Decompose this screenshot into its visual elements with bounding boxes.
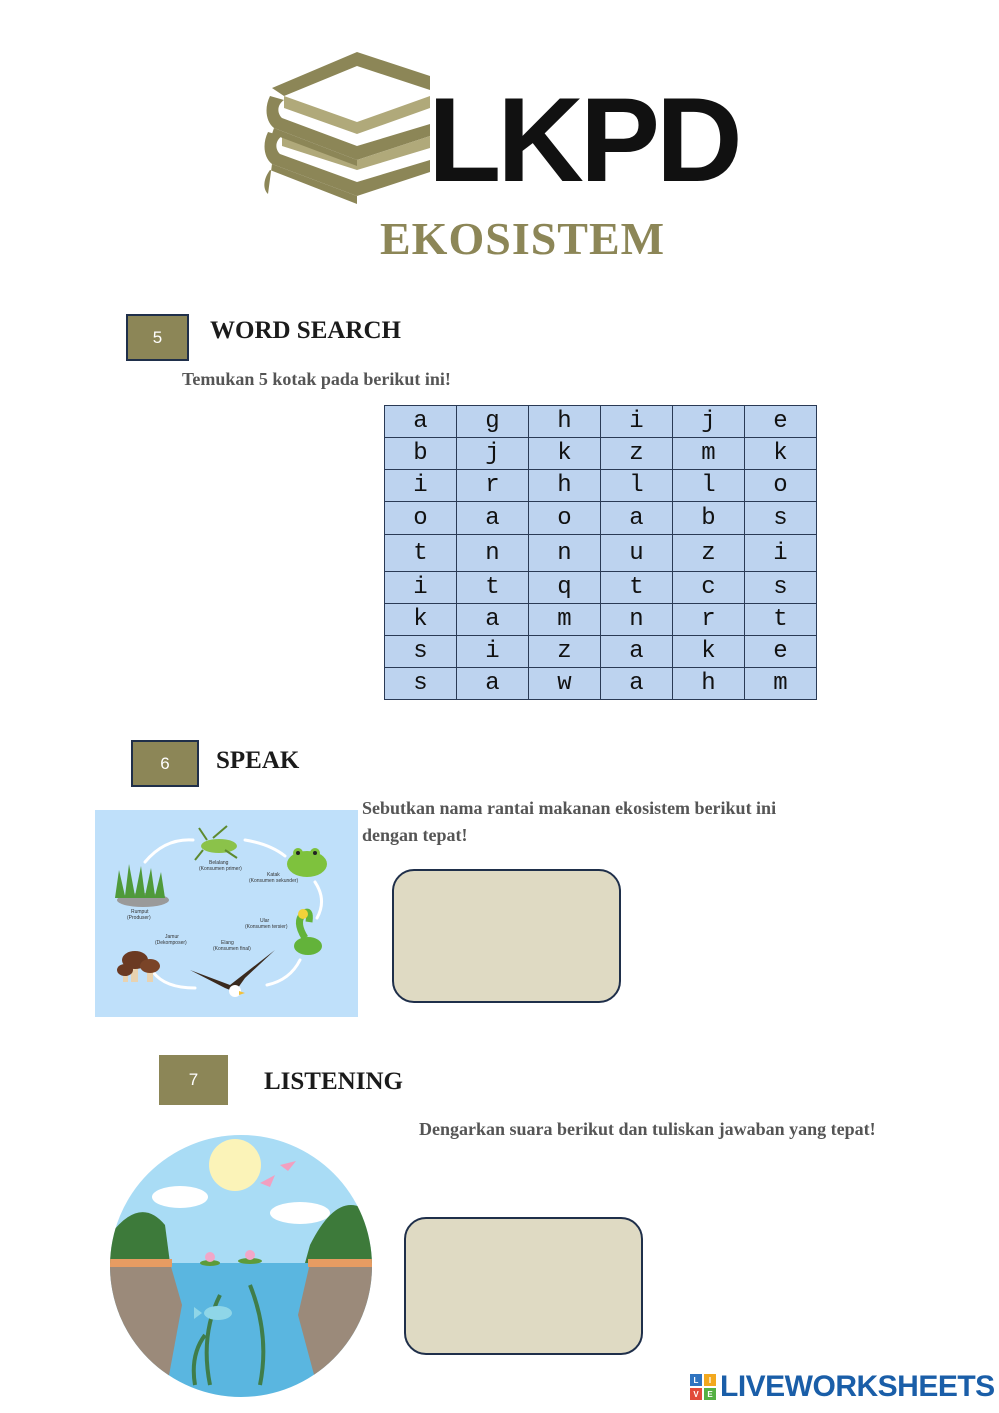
speak-instruction-line-2: dengan tepat! bbox=[362, 825, 468, 845]
grid-cell[interactable]: a bbox=[601, 502, 673, 535]
grid-cell[interactable]: z bbox=[673, 535, 745, 572]
grid-cell[interactable]: e bbox=[745, 636, 817, 668]
section-title-speak: SPEAK bbox=[216, 747, 300, 774]
mushroom-icon bbox=[117, 951, 160, 982]
svg-text:V: V bbox=[693, 1390, 699, 1399]
grid-row bbox=[385, 636, 817, 668]
page-subtitle: EKOSISTEM bbox=[380, 213, 666, 264]
grid-row bbox=[385, 438, 817, 470]
grid-cell[interactable]: i bbox=[601, 406, 673, 438]
grid-cell[interactable]: i bbox=[745, 535, 817, 572]
grid-cell[interactable]: l bbox=[673, 470, 745, 502]
svg-text:I: I bbox=[708, 1376, 712, 1385]
label-mushroom: Jamur bbox=[165, 934, 179, 940]
grid-cell[interactable]: o bbox=[745, 470, 817, 502]
grid-cell[interactable]: u bbox=[601, 535, 673, 572]
section-number-7: 7 bbox=[159, 1055, 228, 1105]
section-number-6: 6 bbox=[131, 740, 199, 787]
grid-cell[interactable]: t bbox=[385, 535, 457, 572]
grid-cell[interactable]: t bbox=[457, 572, 529, 604]
grid-cell[interactable]: k bbox=[385, 604, 457, 636]
grid-cell[interactable]: a bbox=[457, 668, 529, 700]
liveworksheets-brand: LIVEWORKSHEETS bbox=[720, 1370, 995, 1403]
grid-cell[interactable]: m bbox=[673, 438, 745, 470]
section-number-5: 5 bbox=[126, 314, 189, 361]
grid-cell[interactable]: r bbox=[457, 470, 529, 502]
grid-cell[interactable]: e bbox=[745, 406, 817, 438]
grid-cell[interactable]: z bbox=[601, 438, 673, 470]
label-frog-role: (Konsumen sekunder) bbox=[249, 878, 299, 884]
grass-icon bbox=[115, 864, 169, 907]
label-mushroom-role: (Dekomposer) bbox=[155, 940, 187, 946]
grid-cell[interactable]: a bbox=[601, 668, 673, 700]
grid-cell[interactable]: h bbox=[529, 406, 601, 438]
liveworksheets-mark-icon bbox=[690, 1374, 716, 1400]
grid-cell[interactable]: m bbox=[529, 604, 601, 636]
grid-cell[interactable]: a bbox=[457, 502, 529, 535]
label-grass: Rumput bbox=[131, 909, 149, 915]
word-search-instruction: Temukan 5 kotak pada berikut ini! bbox=[182, 369, 451, 389]
grid-cell[interactable]: g bbox=[457, 406, 529, 438]
grid-cell[interactable]: a bbox=[457, 604, 529, 636]
grid-cell[interactable]: h bbox=[529, 470, 601, 502]
grid-cell[interactable]: k bbox=[745, 438, 817, 470]
grid-cell[interactable]: i bbox=[385, 572, 457, 604]
grid-cell[interactable]: c bbox=[673, 572, 745, 604]
label-grasshopper: Belalang bbox=[209, 860, 229, 866]
grid-cell[interactable]: b bbox=[673, 502, 745, 535]
section-title-listening: LISTENING bbox=[264, 1068, 403, 1095]
grid-cell[interactable]: t bbox=[745, 604, 817, 636]
svg-text:L: L bbox=[693, 1376, 699, 1385]
grid-cell[interactable]: b bbox=[385, 438, 457, 470]
grid-cell[interactable]: o bbox=[385, 502, 457, 535]
label-grass-role: (Produser) bbox=[127, 915, 151, 921]
listening-instruction: Dengarkan suara berikut dan tuliskan jawaban yang tepat! bbox=[419, 1119, 876, 1139]
label-eagle-role: (Konsumen final) bbox=[213, 946, 251, 952]
grid-cell[interactable]: n bbox=[529, 535, 601, 572]
label-frog: Katak bbox=[267, 872, 280, 878]
grasshopper-icon bbox=[195, 826, 237, 860]
grid-row bbox=[385, 535, 817, 572]
books-icon bbox=[262, 48, 434, 208]
label-eagle: Elang bbox=[221, 940, 234, 946]
grid-cell[interactable]: j bbox=[457, 438, 529, 470]
logo-title: LKPD bbox=[428, 73, 739, 207]
grid-cell[interactable]: i bbox=[385, 470, 457, 502]
grid-cell[interactable]: l bbox=[601, 470, 673, 502]
grid-cell[interactable]: k bbox=[529, 438, 601, 470]
section-title-word-search: WORD SEARCH bbox=[210, 317, 401, 344]
grid-cell[interactable]: h bbox=[673, 668, 745, 700]
svg-text:E: E bbox=[707, 1390, 713, 1399]
pond-ecosystem-image bbox=[110, 1135, 372, 1397]
eagle-icon bbox=[190, 950, 275, 997]
liveworksheets-logo[interactable] bbox=[690, 1370, 995, 1404]
grid-cell[interactable]: r bbox=[673, 604, 745, 636]
grid-cell[interactable]: s bbox=[385, 668, 457, 700]
grid-cell[interactable]: a bbox=[601, 636, 673, 668]
grid-row bbox=[385, 604, 817, 636]
speak-instruction-line-1: Sebutkan nama rantai makanan ekosistem berikut ini bbox=[362, 798, 777, 818]
grid-row bbox=[385, 572, 817, 604]
grid-cell[interactable]: s bbox=[385, 636, 457, 668]
grid-cell[interactable]: s bbox=[745, 502, 817, 535]
grid-cell[interactable]: t bbox=[601, 572, 673, 604]
word-search-grid bbox=[384, 405, 817, 700]
grid-cell[interactable]: w bbox=[529, 668, 601, 700]
grid-cell[interactable]: z bbox=[529, 636, 601, 668]
grid-cell[interactable]: m bbox=[745, 668, 817, 700]
grid-cell[interactable]: s bbox=[745, 572, 817, 604]
food-chain-diagram bbox=[95, 810, 358, 1017]
grid-cell[interactable]: j bbox=[673, 406, 745, 438]
listening-answer-box[interactable] bbox=[404, 1217, 643, 1355]
label-snake: Ular bbox=[260, 918, 270, 924]
grid-row bbox=[385, 406, 817, 438]
grid-row bbox=[385, 502, 817, 535]
grid-cell[interactable]: i bbox=[457, 636, 529, 668]
label-grasshopper-role: (Konsumen primer) bbox=[199, 866, 242, 872]
grid-cell[interactable]: k bbox=[673, 636, 745, 668]
frog-icon bbox=[287, 848, 327, 877]
grid-cell[interactable]: n bbox=[601, 604, 673, 636]
grid-row bbox=[385, 668, 817, 700]
grid-cell[interactable]: o bbox=[529, 502, 601, 535]
grid-cell[interactable]: q bbox=[529, 572, 601, 604]
speak-instruction bbox=[362, 795, 776, 849]
grid-cell[interactable]: a bbox=[385, 406, 457, 438]
speak-answer-box[interactable] bbox=[392, 869, 621, 1003]
grid-row bbox=[385, 470, 817, 502]
grid-cell[interactable]: n bbox=[457, 535, 529, 572]
label-snake-role: (Konsumen tersier) bbox=[245, 924, 288, 930]
